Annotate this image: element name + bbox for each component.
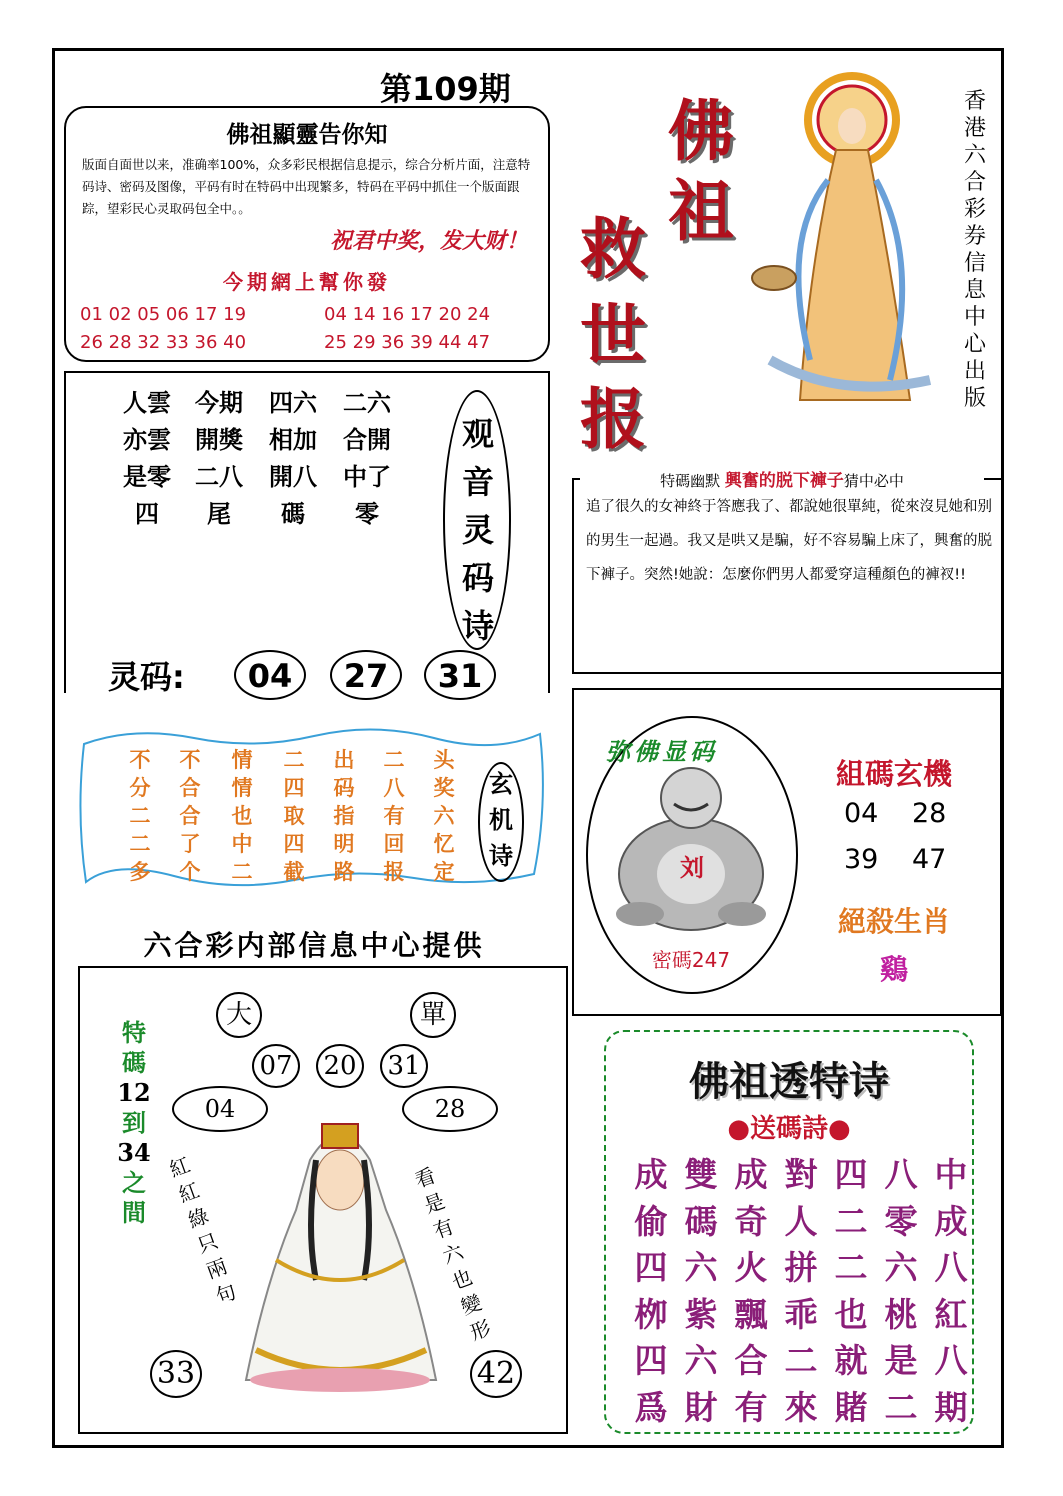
number-row: 01 02 05 06 17 19 (80, 304, 247, 325)
issue-number: 第109期 (380, 70, 511, 108)
zuma-number: 28 (912, 798, 947, 829)
zuma-number: 39 (844, 844, 879, 875)
notice-title: 佛祖顯靈告你知 (226, 121, 388, 148)
xuanji-oval-text: 玄机诗 (489, 770, 513, 870)
guanyin-standing-image (740, 60, 940, 410)
notice-body: 版面自面世以来，准确率100%，众多彩民根据信息提示，综合分析片面，注意特码诗、密码及图像，平码有时在特码中出现繁多，特码在平码中抓住一个版面跟踪，望彩民心灵取码包全中。。 (82, 157, 531, 216)
fotou-title: 佛祖透特诗 (689, 1059, 889, 1105)
fotou-column: 雙碼六紫六財 (684, 1155, 718, 1427)
bottom-left-number: 33 (150, 1350, 202, 1398)
xuanji-column: 二四取四截 (283, 748, 305, 884)
humor-header (580, 466, 984, 491)
bottom-right-number: 42 (470, 1350, 522, 1398)
right-oval-number: 28 (402, 1086, 498, 1132)
tema-number: 34 (117, 1138, 151, 1167)
tema-char: 特 (122, 1019, 146, 1047)
poem-column: 二六合開中了零 (343, 388, 391, 528)
fotou-column: 成奇火飄合有 (734, 1155, 768, 1427)
ling-label: 灵码: (108, 658, 185, 696)
provider: 六合彩内部信息中心提供 (143, 929, 485, 962)
laughing-buddha-image (606, 754, 776, 934)
top-number: 20 (316, 1044, 364, 1088)
xuanji-column: 不合合了个 (179, 748, 201, 884)
fotou-column: 四二二也就賭 (834, 1155, 868, 1427)
title-char: 世 (580, 296, 646, 374)
humor-header-b: 興奮的脱下褲子 (724, 471, 844, 491)
fotou-column: 對人拼乖二來 (784, 1155, 818, 1427)
top-number: 07 (252, 1044, 300, 1088)
ling-number: 31 (424, 650, 496, 700)
left-oval-number: 04 (172, 1086, 268, 1132)
zuma-title: 組碼玄機 (835, 757, 952, 791)
number-row: 26 28 32 33 36 40 (80, 332, 247, 353)
xuanji-column: 出码指明路 (333, 748, 355, 884)
tema-char: 到 (122, 1109, 146, 1137)
notice-subtitle: 今期網上幫你發 (223, 270, 391, 294)
ling-number: 27 (330, 650, 402, 700)
da-circle: 大 (216, 992, 262, 1038)
tema-char: 間 (122, 1199, 146, 1227)
buddha-arc-text: 弥佛显码 (606, 738, 718, 766)
fotou-column: 中成八紅八期 (934, 1155, 968, 1427)
poem-column: 四六相加開八碼 (269, 388, 317, 528)
title-char: 救 (580, 210, 646, 288)
tema-number: 12 (117, 1078, 151, 1107)
guanyin-seated-image (236, 1100, 446, 1400)
humor-header-a: 特碼幽默 (660, 472, 721, 490)
top-number: 31 (380, 1044, 428, 1088)
buddha-center-char: 刘 (680, 854, 704, 882)
tema-char: 之 (122, 1169, 146, 1197)
xuanji-column: 情情也中二 (231, 748, 253, 884)
mima-label: 密碼247 (651, 948, 731, 972)
xuanji-column: 不分二二多 (129, 748, 151, 884)
zuma-number: 04 (844, 798, 879, 829)
tema-char: 碼 (122, 1049, 146, 1077)
title-char: 祖 (668, 172, 734, 250)
publisher: 香港六合彩券信息中心出版 (963, 89, 986, 411)
zuma-number: 47 (912, 844, 947, 875)
left-verse: 紅紅綠只兩句 (166, 1152, 240, 1309)
humor-body: 追了很久的女神終于答應我了、都說她很單純，從來沒見她和别的男生一起過。我又是哄又是騙，好不容易騙上床了，興奮的脱下褲子。突然!她說：怎麼你們男人都愛穿這種顏色的褲衩!! (586, 499, 992, 583)
notice-box (64, 106, 550, 362)
poem-column: 今期開獎二八尾 (195, 388, 243, 528)
number-row: 25 29 36 39 44 47 (324, 332, 491, 353)
dan-circle: 單 (410, 992, 456, 1038)
notice-wish: 祝君中奖，发大财！ (329, 229, 528, 254)
fotou-column: 八零六桃是二 (884, 1155, 918, 1427)
tema-range (114, 1018, 154, 1228)
poem-oval-text: 观音灵码诗 (461, 415, 494, 645)
right-verse: 看是有六也變形 (411, 1163, 495, 1345)
title-char: 佛 (668, 92, 734, 170)
juesha-animal: 鷄 (879, 953, 908, 986)
fotou-subtitle: ●送碼詩● (727, 1114, 851, 1144)
title-char: 报 (580, 380, 646, 458)
xuanji-column: 头奖六忆定 (433, 748, 455, 884)
xuanji-column: 二八有回报 (383, 748, 405, 884)
poem-column: 人雲亦雲是零四 (123, 388, 171, 528)
ling-number: 04 (234, 650, 306, 700)
fotou-column: 成偷四栁四爲 (634, 1155, 668, 1427)
juesha-title: 絕殺生肖 (837, 905, 950, 938)
humor-header-c: 猜中必中 (843, 472, 904, 490)
number-row: 04 14 16 17 20 24 (324, 304, 491, 325)
